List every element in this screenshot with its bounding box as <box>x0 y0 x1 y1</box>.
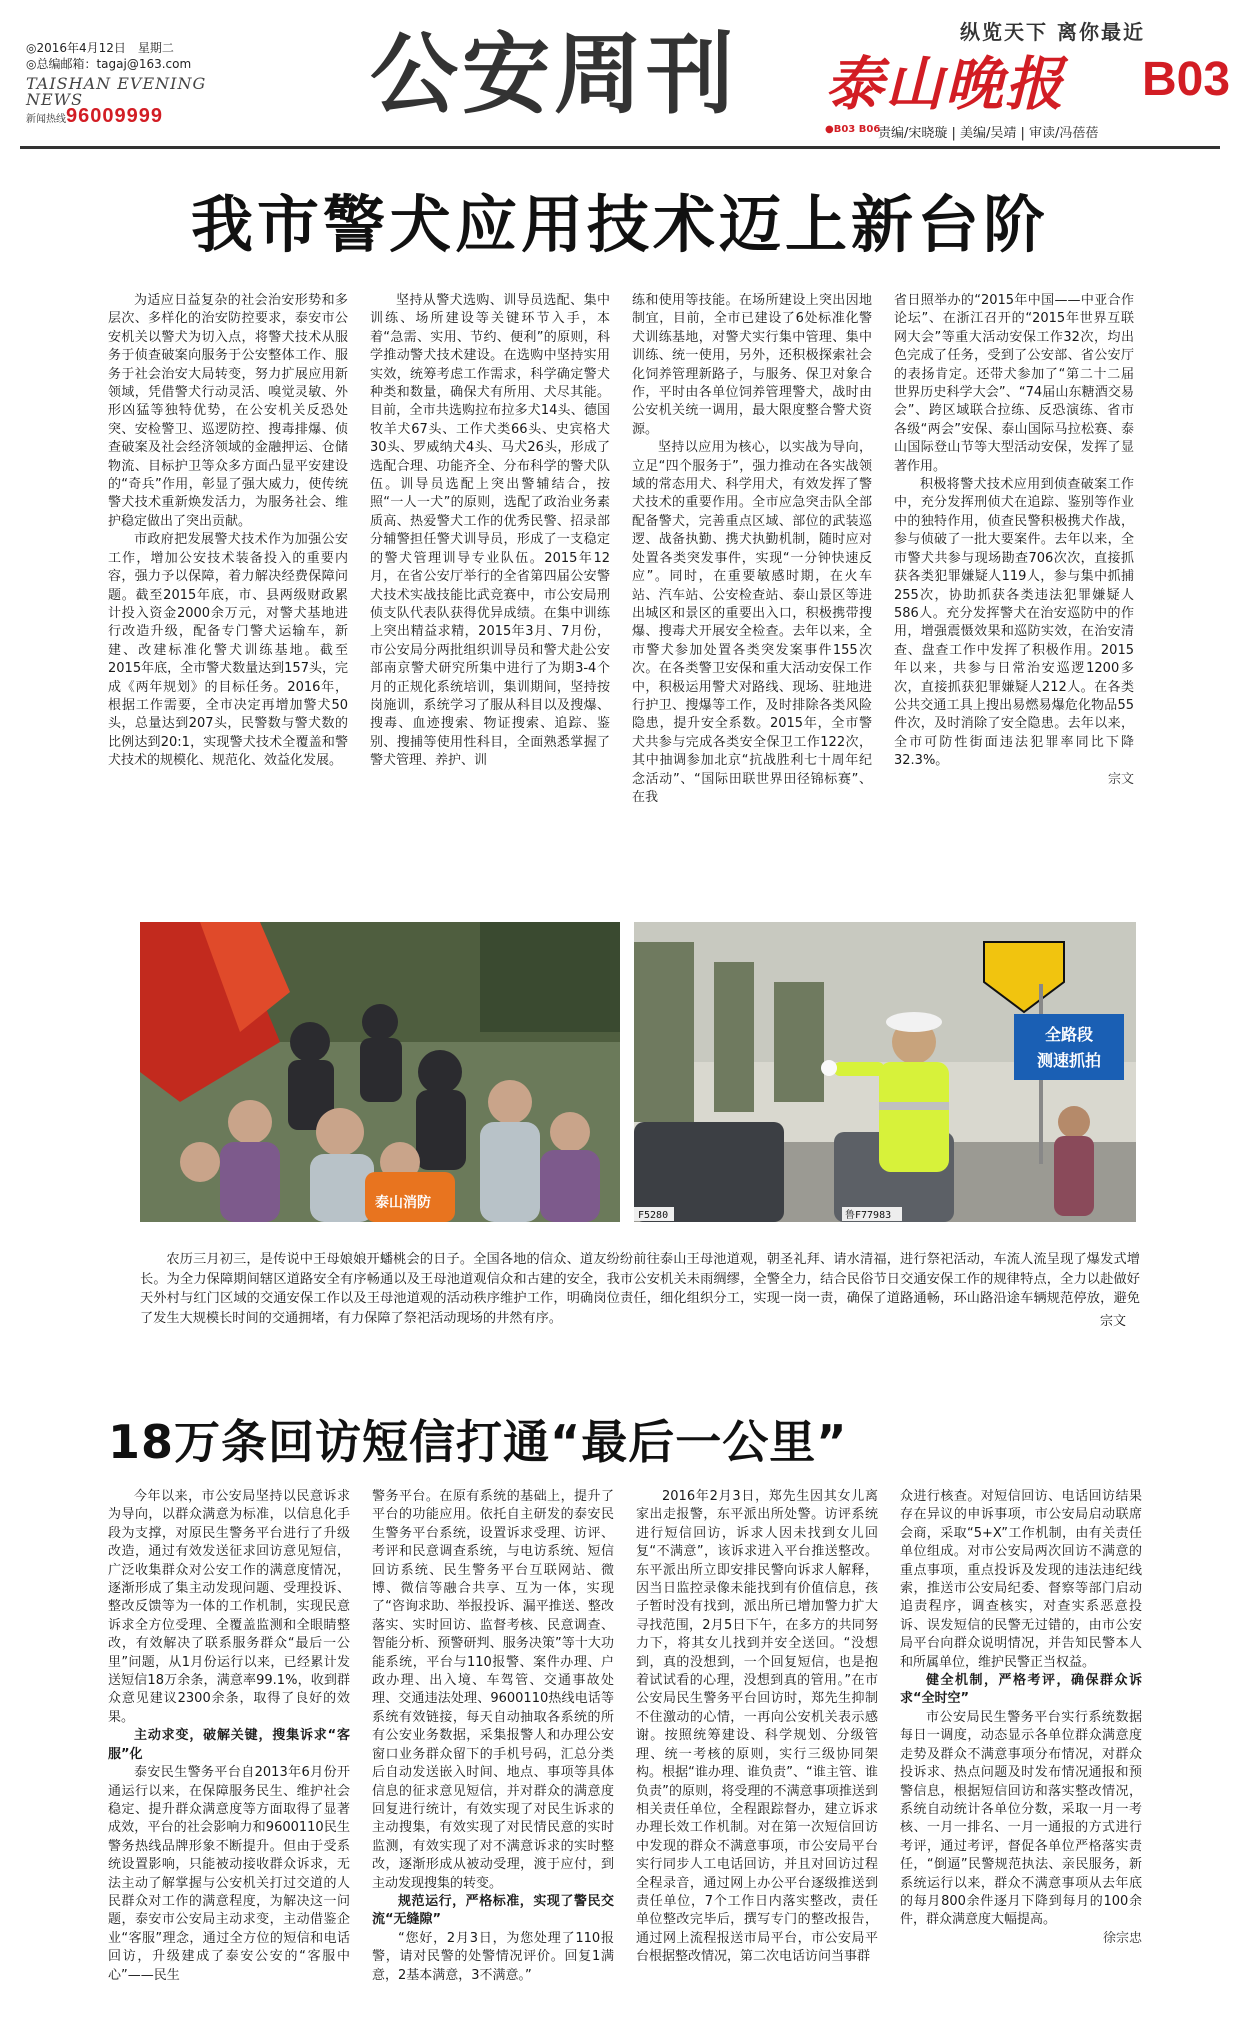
article2-body <box>108 1488 1148 1985</box>
plate-2: 鲁F77983 <box>845 1210 892 1221</box>
article2-col2 <box>372 1488 614 1985</box>
crowd-photo-image <box>140 922 620 1222</box>
editors-line: 责编/宋晓璇 | 美编/吴靖 | 审读/冯蓓蓓 <box>878 126 1099 141</box>
traffic-police-photo <box>634 922 1136 1222</box>
paragraph: 市政府把发展警犬技术作为加强公安工作，增加公安技术装备投入的重要内容，强力予以保障，着力解决经费保障问题。截至2015年底，市、县两级财政累计投入资金2000余万元，对警犬基地进行改造升级，配备专门警犬运输车，新建、改建标准化警犬训练基地。截至2015年底，全市警犬数量达到157头，完成《两年规划》的目标任务。2016年，根据工作需要，全市决定再增加警犬50头，总量达到207头，民警数与警犬数的比例达到20:1，实现警犬技术全覆盖和警犬技术的规模化、规范化、效益化发展。 <box>108 532 348 769</box>
article1-col1 <box>108 292 348 807</box>
masthead <box>0 0 1240 150</box>
subheading: 规范运行，严格标准，实现了警民交流“无缝隙” <box>372 1893 614 1928</box>
page-number: B03 <box>1142 53 1231 106</box>
sign-line2: 测速抓拍 <box>1036 1051 1102 1070</box>
hotline-label: 新闻热线 <box>26 114 66 125</box>
subheading: 主动求变，破解关键，搜集诉求“客服”化 <box>108 1728 350 1762</box>
sign-line1: 全路段 <box>1044 1025 1094 1044</box>
paragraph: 警务平台。在原有系统的基础上，提升了平台的功能应用。依托自主研发的泰安民生警务平台系统，设置诉求受理、访评、考评和民意调查系统，与电访系统、短信回访系统、民生警务平台互联网站、微博、微信等融合共享、互为一体，实现了“咨询求助、举报投诉、漏平推送、整改落实、实时回访、监督考核、民意调查、智能分析、预警研判、服务决策”等十大功能系统，平台与110报警、案件办理、户政办理、出入境、车驾管、交通事故处理、交通违法处理、9600110热线电话等系统有效链接，每天自动抽取各系统的所有公安业务数据，采集报警人和办理公安窗口业务群众留下的手机号码，汇总分类后自动发送嵌入时间、地点、事项等具体信息的征求意见短信，并对群众的满意度回复进行统计，有效实现了对民生诉求的主动搜集，有效实现了对民情民意的实时监测，有效实现了对不满意诉求的实时整改，逐渐形成从被动受理，渡于应付，到主动发现搜集的转变。 <box>372 1489 614 1891</box>
english-name: TAISHAN EVENING NEWS <box>26 74 207 109</box>
article2-headline: 18万条回访短信打通“最后一公里” <box>108 1415 848 1469</box>
hotline-number: 96009999 <box>66 105 163 127</box>
article1-col3 <box>632 292 872 807</box>
logo-text: 泰山晚报 <box>825 50 1066 118</box>
plate-1: F5280 <box>638 1210 669 1221</box>
hotline <box>26 105 266 128</box>
article1-body <box>108 292 1140 807</box>
paragraph: “您好，2月3日，为您处理了110报警，请对民警的处警情况评价。回复1满意，2基本满意，3不满意。” <box>372 1930 614 1983</box>
vest-text: 泰山消防 <box>375 1195 431 1211</box>
paragraph: 泰安民生警务平台自2013年6月份开通运行以来，在保障服务民生、维护社会稳定、提升群众满意度等方面取得了显著成效，平台的社会影响力和9600110民生警务热线品牌形象不断提升。但由于受系统设置影响，只能被动接收群众诉求，无法主动了解掌握与公安机关打过交道的人民群众对工作的满意程度，为解决这一问题，泰安市公安局主动求变，主动借鉴企业“客服”理念，通过全方位的短信和电话回访，升级建成了泰安公安的“客服中心”——民生 <box>108 1765 350 1983</box>
photo-caption: 农历三月初三，是传说中王母娘娘开蟠桃会的日子。全国各地的信众、道友纷纷前往泰山王母池道观，朝圣礼拜、请水清福，进行祭祀活动，车流人流呈现了爆发式增长。为全力保障期间辖区道路安全有序畅通以及王母池道观信众和古建的安全，我市公安机关未雨绸缪，全警全力，结合民俗节日交通安保工作的规律特点，全力以赴做好天外村与红门区域的交通安保工作以及王母池道观的活动秩序维护工作，明确岗位责任，细化组织分工，实现一岗一责，确保了道路通畅，环山路沿途车辆规范停放，避免了发生大规模长时间的交通拥堵，有力保障了祭祀活动现场的井然有序。 <box>140 1252 1140 1326</box>
traffic-photo-image <box>634 922 1136 1222</box>
masthead-info <box>26 40 266 128</box>
paragraph: 今年以来，市公安局坚持以民意诉求为导向，以群众满意为标准，以信息化手段为支撑，对原民生警务平台进行了升级改造，通过有效发送征求回访意见短信，广泛收集群众对公安工作的满意度情况，逐渐形成了集主动发现问题、受理投诉、整改反馈等为一体的工作机制，实现民意诉求全方位受理、全覆盖监测和全眼睛整改，有效解决了联系服务群众“最后一公里”问题，从1月份运行以来，已经累计发送短信18万余条，满意率99.1%，收到群众意见建议2300余条，取得了良好的效果。 <box>108 1489 350 1725</box>
article2-col3 <box>636 1488 878 1985</box>
article1-byline: 宗文 <box>1107 771 1134 787</box>
issue-date: ◎2016年4月12日 星期二 <box>26 41 174 55</box>
article1-headline: 我市警犬应用技术迈上新台阶 <box>190 188 1049 261</box>
paragraph: 坚持从警犬选购、训导员选配、集中训练、场所建设等关键环节入手，本着“急需、实用、节约、便利”的原则，科学推动警犬技术建设。在选购中坚持实用实效，统筹考虑工作需求，科学确定警犬种类和数量，确保犬有所用、犬尽其能。目前，全市共选购拉布拉多犬14头、德国牧羊犬67头、工作犬类66头、史宾格犬30头、罗威纳犬4头、马犬26头，形成了选配合理、功能齐全、分布科学的警犬队伍。训导员选配上突出警辅结合，按照“一人一犬”的原则，选配了政治业务素质高、热爱警犬工作的优秀民警、招录部分辅警担任警犬训导员，形成了一支稳定的警犬管理训导专业队伍。2015年12月，在省公安厅举行的全省第四届公安警犬技术实战技能比武竞赛中，市公安局刑侦支队代表队获得优异成绩。在集中训练上突出精益求精，2015年3月、7月份，市公安局分两批组织训导员和警犬赴公安部南京警犬研究所集中进行了为期3-4个月的正规化系统培训，集训期间，坚持按岗施训，系统学习了服从科目以及搜爆、搜毒、血迹搜索、物证搜索、追踪、鉴别、搜捕等使用性科目，全面熟悉掌握了警犬管理、养护、训 <box>370 293 610 769</box>
paragraph: 坚持以应用为核心，以实战为导向，立足“四个服务于”，强力推动在各实战领域的常态用犬、科学用犬，有效发挥了警犬技术的重要作用。全市应急突击队全部配备警犬，完善重点区域、部位的武装巡逻、战备执勤、携犬执勤机制，随时应对处置各类突发事件，实现“一分钟快速反应”。同时，在重要敏感时期，在火车站、汽车站、公安检查站、泰山景区等进出城区和景区的重要出入口，积极携带搜爆、搜毒犬开展安全检查。去年以来，全市警犬参加处置各类突发案事件155次次。在各类警卫安保和重大活动安保工作中，积极运用警犬对路线、现场、驻地进行护卫、搜爆等工作，及时排除各类风险隐患，提升安全系数。2015年，全市警犬共参与完成各类安全保卫工作122次，其中抽调参加北京“抗战胜利七十周年纪念活动”、“国际田联世界田径锦标赛”、在我 <box>632 440 872 805</box>
paragraph: 2016年2月3日，郑先生因其女儿离家出走报警，东平派出所处警。访评系统进行短信回访，诉求人因未找到女儿回复“不满意”，该诉求进入平台推送整改。东平派出所立即安排民警向诉求人解释，因当日监控录像未能找到有价值信息，孩子暂时没有找到，派出所已增加警力扩大寻找范围，2月5日下午，在多方的共同努力下，将其女儿找到并安全送回。“没想到，真的没想到，一个回复短信，也是抱着试试看的心理，没想到真的管用。”在市公安局民生警务平台回访时，郑先生抑制不住激动的心情，一再向公安机关表示感谢。按照统筹建设、科学规划、分级管理、统一考核的原则，实行三级协同架构。根据“谁办理、谁负责”、“谁主管、谁负责”的原则，将受理的不满意事项推送到相关责任单位，全程跟踪督办，建立诉求办理长效工作机制。对在第一次短信回访中发现的群众不满意事项，市公安局平台实行同步人工电话回访，并且对回访过程全程录音，通过网上办公平台逐级推送到责任单位，7个工作日内落实整改，责任单位整改完毕后，撰写专门的整改报告，通过网上流程报送市局平台，市公安局平台根据整改情况，第二次电话访问当事群 <box>636 1489 878 1965</box>
crowd-photo <box>140 922 620 1222</box>
article2-col4 <box>900 1488 1142 1985</box>
paragraph: 练和使用等技能。在场所建设上突出因地制宜，目前，全市已建设了6处标准化警犬训练基地，对警犬实行集中管理、集中训练、统一使用，另外，还积极探索社会化饲养管理新路子，与服务、保卫对象合作，平时由各单位饲养管理警犬，战时由公安机关统一调用，最大限度整合警犬资源。 <box>632 293 872 437</box>
subheading: 健全机制，严格考评，确保群众诉求“全时空” <box>900 1673 1142 1707</box>
paragraph: 为适应日益复杂的社会治安形势和多层次、多样化的治安防控要求，泰安市公安机关以警犬为切入点，将警犬技术从服务于侦查破案向服务于公安整体工作、服务于社会治安大局转变，努力扩展应用新领域，凭借警犬行动灵活、嗅觉灵敏、外形凶猛等独特优势，在公安机关反恐处突、安检警卫、巡逻防控、搜毒排爆、侦查破案及社会经济领域的金融押运、仓储物流、目标护卫等众多方面凸显平安建设的“奇兵”作用，彰显了强大威力，使传统警犬技术重新焕发活力，为服务社会、维护稳定做出了突出贡献。 <box>108 293 348 529</box>
newspaper-logo <box>825 44 1165 124</box>
slogan: 纵览天下 离你最近 <box>960 20 1145 44</box>
masthead-rule <box>20 146 1220 149</box>
article2-col1 <box>108 1488 350 1985</box>
paragraph: 积极将警犬技术应用到侦查破案工作中，充分发挥刑侦犬在追踪、鉴别等作业中的独特作用，侦查民警积极携犬作战，参与侦破了一批大要案件。去年以来，全市警犬共参与现场勘查706次次，直接抓获各类犯罪嫌疑人119人，参与集中抓捕255次，协助抓获各类违法犯罪嫌疑人586人。充分发挥警犬在治安巡防中的作用，增强震慑效果和巡防实效，在治安清查、盘查工作中发挥了积极作用。2015年以来，共参与日常治安巡逻1200多次，直接抓获犯罪嫌疑人212人。在各类公共交通工具上搜出易燃易爆危化物品55件次，及时消除了安全隐患。去年以来，全市可防性街面违法犯罪率同比下降32.3%。 <box>894 477 1134 769</box>
section-title: 公安周刊 <box>370 23 739 126</box>
article1-col2 <box>370 292 610 807</box>
article2-byline: 徐宗忠 <box>1102 1930 1142 1946</box>
paragraph: 众进行核查。对短信回访、电话回访结果存在异议的申诉事项，市公安局启动联席会商，采取“5+X”工作机制，由有关责任单位组成。对市公安局两次回访不满意的重点事项，重点投诉及发现的违法违纪线索，推送市公安局纪委、督察等部门启动追责程序，调查核实，对查实系恶意投诉、误发短信的民警无过错的，由市公安局平台向群众说明情况，并告知民警本人和所属单位，维护民警正当权益。 <box>900 1489 1142 1670</box>
article1-col4 <box>894 292 1134 807</box>
logo-code: ●B03 B06 <box>825 124 881 135</box>
paragraph: 市公安局民生警务平台实行系统数据每日一调度，动态显示各单位群众满意度走势及群众不满意事项分布情况，对群众投诉求、热点问题及时发布情况通报和预警信息，根据短信回访和落实整改情况，系统自动统计各单位分数，采取一月一考核、一月一排名、一月一通报的方式进行考评，通过考评，督促各单位严格落实责任，“倒逼”民警规范执法、亲民服务，新系统运行以来，群众不满意事项从去年底的每月800余件逐月下降到每月的100余件，群众满意度大幅提高。 <box>900 1709 1142 1928</box>
paragraph: 省日照举办的“2015年中国——中亚合作论坛”、在浙江召开的“2015年世界互联网大会”等重大活动安保工作32次，均出色完成了任务，受到了公安部、省公安厅的表扬肯定。还带犬参加了“第二十二届世界历史科学大会”、“74届山东糖酒交易会”、跨区域联合拉练、反恐演练、省市各级“两会”安保、泰山国际马拉松赛、泰山国际登山节等大型活动安保，发挥了显著作用。 <box>894 293 1134 474</box>
editor-email: ◎总编邮箱：tagaj@163.com <box>26 57 192 71</box>
caption-byline: 宗文 <box>1100 1314 1127 1329</box>
